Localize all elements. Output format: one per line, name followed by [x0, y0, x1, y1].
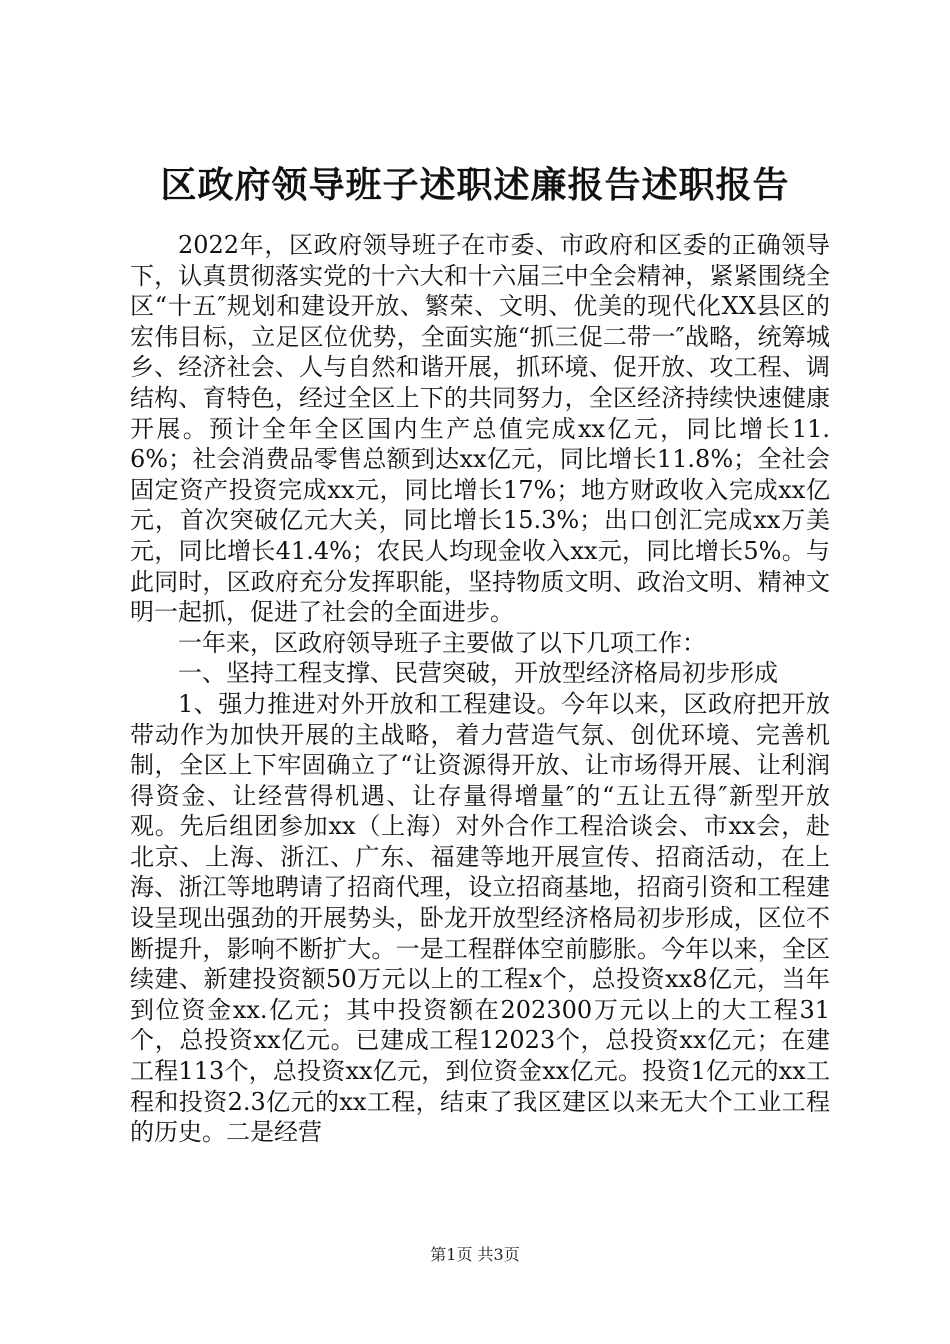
- paragraph-summary: 2022年，区政府领导班子在市委、市政府和区委的正确领导下，认真贯彻落实党的十六大和十六届三中全会精神，紧紧围绕全区“十五″规划和建设开放、繁荣、文明、优美的现代化XX县区的宏伟目标，立足区位优势，全面实施“抓三促二带一″战略，统筹城乡、经济社会、人与自然和谐开展，抓环境、促开放、攻工程、调结构、育特色，经过全区上下的共同努力，全区经济持续快速健康开展。预计全年全区国内生产总值完成xx亿元，同比增长11.6%；社会消费品零售总额到达xx亿元，同比增长11.8%；全社会固定资产投资完成xx元，同比增长17%；地方财政收入完成xx亿元，首次突破亿元大关，同比增长15.3%；出口创汇完成xx万美元，同比增长41.4%；农民人均现金收入xx元，同比增长5%。与此同时，区政府充分发挥职能，坚持物质文明、政治文明、精神文明一起抓，促进了社会的全面进步。: [130, 231, 830, 627]
- document-body: [130, 230, 830, 1148]
- section-heading: 一、坚持工程支撑、民营突破，开放型经济格局初步形成: [178, 659, 778, 688]
- paragraph-opening-up: 1、强力推进对外开放和工程建设。今年以来，区政府把开放带动作为加快开展的主战略，着力营造气氛、创优环境、完善机制，全区上下牢固确立了“让资源得开放、让市场得开展、让利润得资金、让经营得机遇、让存量得增量″的“五让五得″新型开放观。先后组团参加xx（上海）对外合作工程洽谈会、市xx会，赴北京、上海、浙江、广东、福建等地开展宣传、招商活动，在上海、浙江等地聘请了招商代理，设立招商基地，招商引资和工程建设呈现出强劲的开展势头，卧龙开放型经济格局初步形成，区位不断提升，影响不断扩大。一是工程群体空前膨胀。今年以来，全区续建、新建投资额50万元以上的工程x个，总投资xx8亿元，当年到位资金xx.亿元；其中投资额在202300万元以上的大工程31个，总投资xx亿元。已建成工程12023个，总投资xx亿元；在建工程113个，总投资xx亿元，到位资金xx亿元。投资1亿元的xx工程和投资2.3亿元的xx工程，结束了我区建区以来无大个工业工程的历史。二是经营: [130, 689, 830, 1147]
- page-footer: 第1页 共3页: [430, 1245, 520, 1264]
- paragraph-intro: 一年来，区政府领导班子主要做了以下几项工作：: [178, 628, 706, 657]
- document-title: 区政府领导班子述职述廉报告述职报告: [160, 164, 790, 206]
